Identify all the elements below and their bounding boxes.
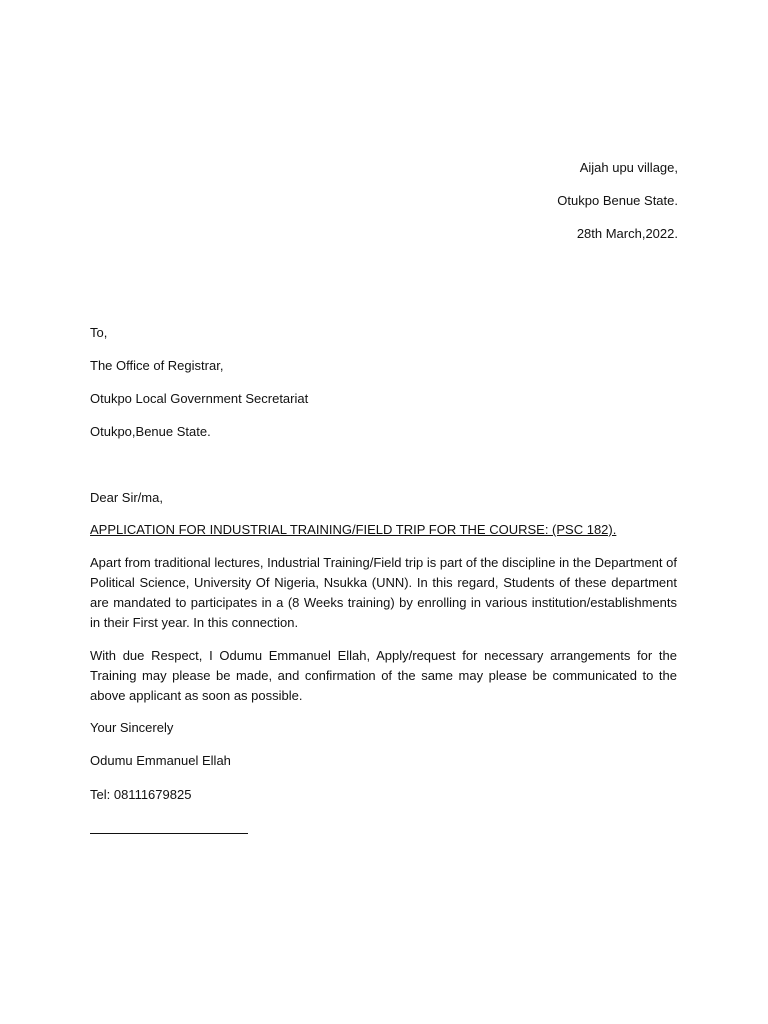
recipient-to: To, xyxy=(90,325,108,340)
sender-address-line1: Aijah upu village, xyxy=(579,160,678,175)
recipient-office: The Office of Registrar, xyxy=(90,358,224,373)
salutation: Dear Sir/ma, xyxy=(90,490,163,505)
letter-date: 28th March,2022. xyxy=(576,226,678,241)
body-paragraph-2: With due Respect, I Odumu Emmanuel Ellah, Apply/request for necessary arrangements for the Training may please be made, and confirmation of the same may please be communicated to the above applicant as soon as possible. xyxy=(90,648,677,703)
telephone: Tel: 08111679825 xyxy=(90,787,192,802)
sender-address-line2: Otukpo Benue State. xyxy=(557,193,678,208)
signature-line xyxy=(90,823,248,834)
recipient-city: Otukpo,Benue State. xyxy=(90,424,211,439)
subject-line: APPLICATION FOR INDUSTRIAL TRAINING/FIELD TRIP FOR THE COURSE: (PSC 182). xyxy=(90,522,617,537)
signatory-name: Odumu Emmanuel Ellah xyxy=(90,753,231,768)
body-paragraph-1: Apart from traditional lectures, Industrial Training/Field trip is part of the discipline in the Department of Political Science, University Of Nigeria, Nsukka (UNN). In this regard, Students of these department are mandated to participates in a (8 Weeks training) by enrolling in various institution/establishments in their First year. In this connection. xyxy=(90,555,677,630)
recipient-organization: Otukpo Local Government Secretariat xyxy=(90,391,309,406)
valediction: Your Sincerely xyxy=(90,720,174,735)
